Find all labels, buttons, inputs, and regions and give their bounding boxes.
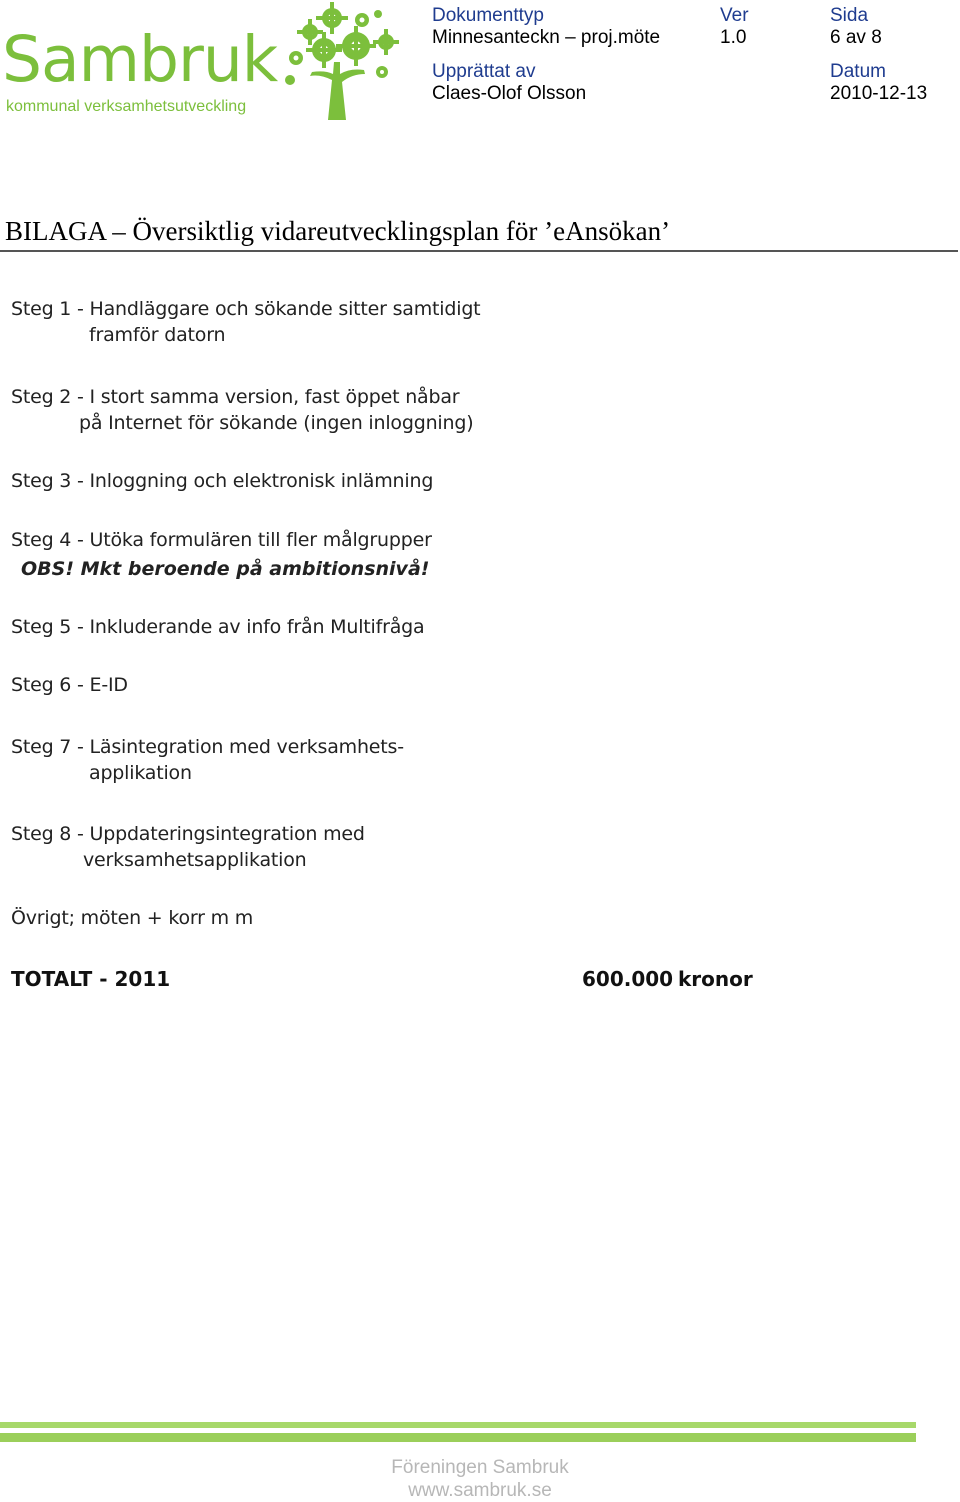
document-title: BILAGA – Översiktlig vidareutvecklingsplan för ’eAnsökan’ [5,216,671,246]
footer-bar-bottom [0,1433,916,1442]
date-value: 2010-12-13 [830,83,928,104]
step-3: Steg 3 - Inloggning och elektronisk inlämning [11,470,434,492]
footer-bar-top [0,1422,916,1428]
logo-wordmark: Sambruk [2,23,278,96]
version-value: 1.0 [720,27,747,48]
step-8-line-1: Steg 8 - Uppdateringsintegration med [11,823,365,845]
step-1-line-1: Steg 1 - Handläggare och sökande sitter samtidigt [11,298,481,320]
doc-type-label: Dokumenttyp [432,5,544,26]
author-value: Claes-Olof Olsson [432,83,587,104]
date-label: Datum [830,61,886,82]
page-value: 6 av 8 [830,27,882,48]
total-label: TOTALT - 2011 [11,967,171,991]
title-divider [0,250,958,252]
step-4: Steg 4 - Utöka formulären till fler målgrupper [11,529,432,551]
step-6: Steg 6 - E-ID [11,674,128,696]
total-unit: kronor [678,967,753,991]
step-2-line-2: på Internet för sökande (ingen inloggning) [79,412,474,434]
version-label: Ver [720,5,749,26]
step-4-note: OBS! Mkt beroende på ambitionsnivå! [21,558,430,580]
page-label: Sida [830,5,869,26]
step-1-line-2: framför datorn [89,324,226,346]
step-2-line-1: Steg 2 - I stort samma version, fast öppet nåbar [11,386,460,408]
other-costs: Övrigt; möten + korr m m [11,907,254,929]
doc-type-value: Minnesanteckn – proj.möte [432,27,661,48]
logo-tagline: kommunal verksamhetsutveckling [6,98,247,115]
step-7-line-1: Steg 7 - Läsintegration med verksamhets- [11,736,404,758]
step-7-line-2: applikation [89,762,192,784]
step-5: Steg 5 - Inkluderande av info från Multifråga [11,616,425,638]
logo-gear-tree-icon [270,2,400,120]
step-8-line-2: verksamhetsapplikation [83,849,307,871]
total-amount: 600.000 [582,967,674,991]
footer-url[interactable]: www.sambruk.se [408,1480,552,1501]
author-label: Upprättat av [432,61,536,82]
footer-org: Föreningen Sambruk [391,1457,569,1478]
